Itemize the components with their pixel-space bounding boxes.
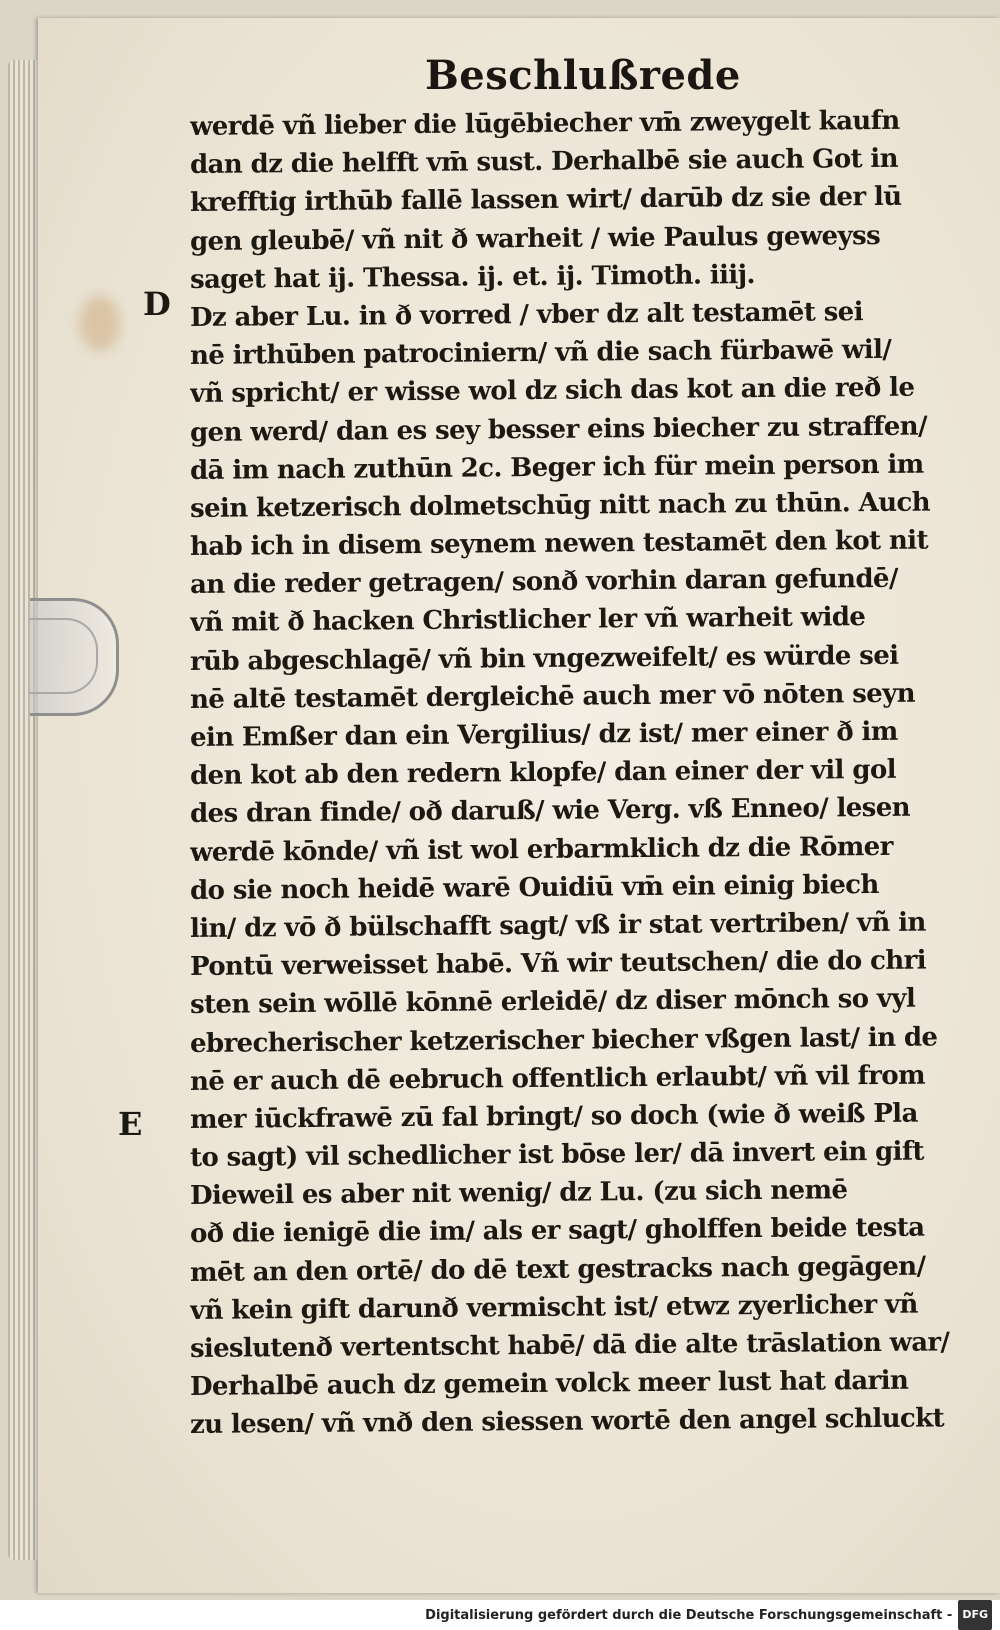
section-marker-d: D: [143, 285, 171, 323]
footer-credit: Digitalisierung gefördert durch die Deutsche Forschungsgemeinschaft -: [425, 1607, 953, 1623]
text-line: vñ kein gift darunð vermischt ist/ etwz zyerlicher vñ: [189, 1289, 918, 1326]
text-line: krefftig irthūb fallē lassen wirt/ darūb dz sie der lū: [189, 182, 902, 219]
text-line: vñ spricht/ er wisse wol dz sich das kot an die reð le: [189, 372, 915, 410]
text-line: vñ mit ð hacken Christlicher ler vñ warheit wide: [189, 602, 866, 639]
text-block: [189, 105, 950, 1445]
text-line: zu lesen/ vñ vnð den siessen wortē den angel schluckt: [189, 1403, 945, 1441]
running-head: Beschlußrede: [425, 52, 741, 99]
text-line: nē altē testamēt dergleichē auch mer vō nōten seyn: [189, 678, 916, 715]
text-line: Derhalbē auch dz gemein volck meer lust hat darin: [189, 1365, 909, 1403]
text-line: des dran finde/ oð daruß/ wie Verg. vß Enneo/ lesen: [189, 793, 911, 830]
text-line: gen werd/ dan es sey besser eins biecher zu straffen/: [189, 411, 928, 448]
text-line: werdē kōnde/ vñ ist wol erbarmklich dz die Rōmer: [189, 831, 893, 868]
text-line: dā im nach zuthūn 2c. Beger ich für mein person im: [189, 449, 924, 486]
text-line: mēt an den ortē/ do dē text gestracks nach gegāgen/: [189, 1251, 926, 1288]
text-line: dan dz die helfft vm̄ sust. Derhalbē sie auch Got in: [189, 144, 899, 181]
text-line: sein ketzerisch dolmetschūg nitt nach zu thūn. Auch: [189, 487, 931, 524]
text-line: nē er auch dē eebruch offentlich erlaubt/ vñ vil from: [189, 1060, 926, 1097]
text-line: to sagt) vil schedlicher ist bōse ler/ dā invert ein gift: [189, 1136, 925, 1174]
text-line: rūb abgeschlagē/ vñ bin vngezweifelt/ es würde sei: [189, 640, 899, 677]
text-line: oð die ienigē die im/ als er sagt/ gholffen beide testa: [189, 1213, 925, 1250]
text-line: sieslutenð vertentscht habē/ dā die alte trāslation war/: [189, 1327, 950, 1364]
text-line: ein Emßer dan ein Vergilius/ dz ist/ mer einer ð im: [189, 716, 898, 753]
text-line: Pontū verweisset habē. Vñ wir teutschen/ die do chri: [189, 945, 927, 983]
text-line: hab ich in disem seynem newen testamēt den kot nit: [189, 525, 929, 563]
text-line: den kot ab den redern klopfe/ dan einer der vil gol: [189, 755, 897, 792]
footer-bar: [0, 1600, 1000, 1628]
text-line: saget hat ij. Thessa. ij. et. ij. Timoth. iiij.: [189, 259, 756, 295]
text-line: nē irthūben patrociniern/ vñ die sach fürbawē wil/: [189, 335, 892, 372]
section-marker-e: E: [118, 1105, 143, 1143]
text-line: Dz aber Lu. in ð vorred / vber dz alt testamēt sei: [189, 297, 864, 333]
text-line: sten sein wōllē kōnnē erleidē/ dz diser mōnch so vyl: [189, 983, 916, 1021]
text-line: gen gleubē/ vñ nit ð warheit / wie Paulus geweyss: [189, 220, 881, 257]
paper-stain: [80, 296, 120, 351]
text-line: do sie noch heidē warē Ouidiū vm̄ ein einig biech: [189, 869, 879, 906]
text-line: an die reder getragen/ sonð vorhin daran gefundē/: [189, 564, 898, 601]
text-line: werdē vñ lieber die lūgēbiecher vm̄ zweygelt kaufn: [189, 105, 900, 142]
text-line: Dieweil es aber nit wenig/ dz Lu. (zu sich nemē: [189, 1175, 848, 1212]
text-line: lin/ dz vō ð bülschafft sagt/ vß ir stat vertriben/ vñ in: [189, 907, 926, 944]
text-line: mer iūckfrawē zū fal bringt/ so doch (wie ð weiß Pla: [189, 1098, 918, 1135]
page-clip-inner-icon: [30, 618, 98, 694]
dfg-logo: DFG: [958, 1600, 992, 1630]
text-line: ebrecherischer ketzerischer biecher vßgen last/ in de: [189, 1021, 938, 1059]
